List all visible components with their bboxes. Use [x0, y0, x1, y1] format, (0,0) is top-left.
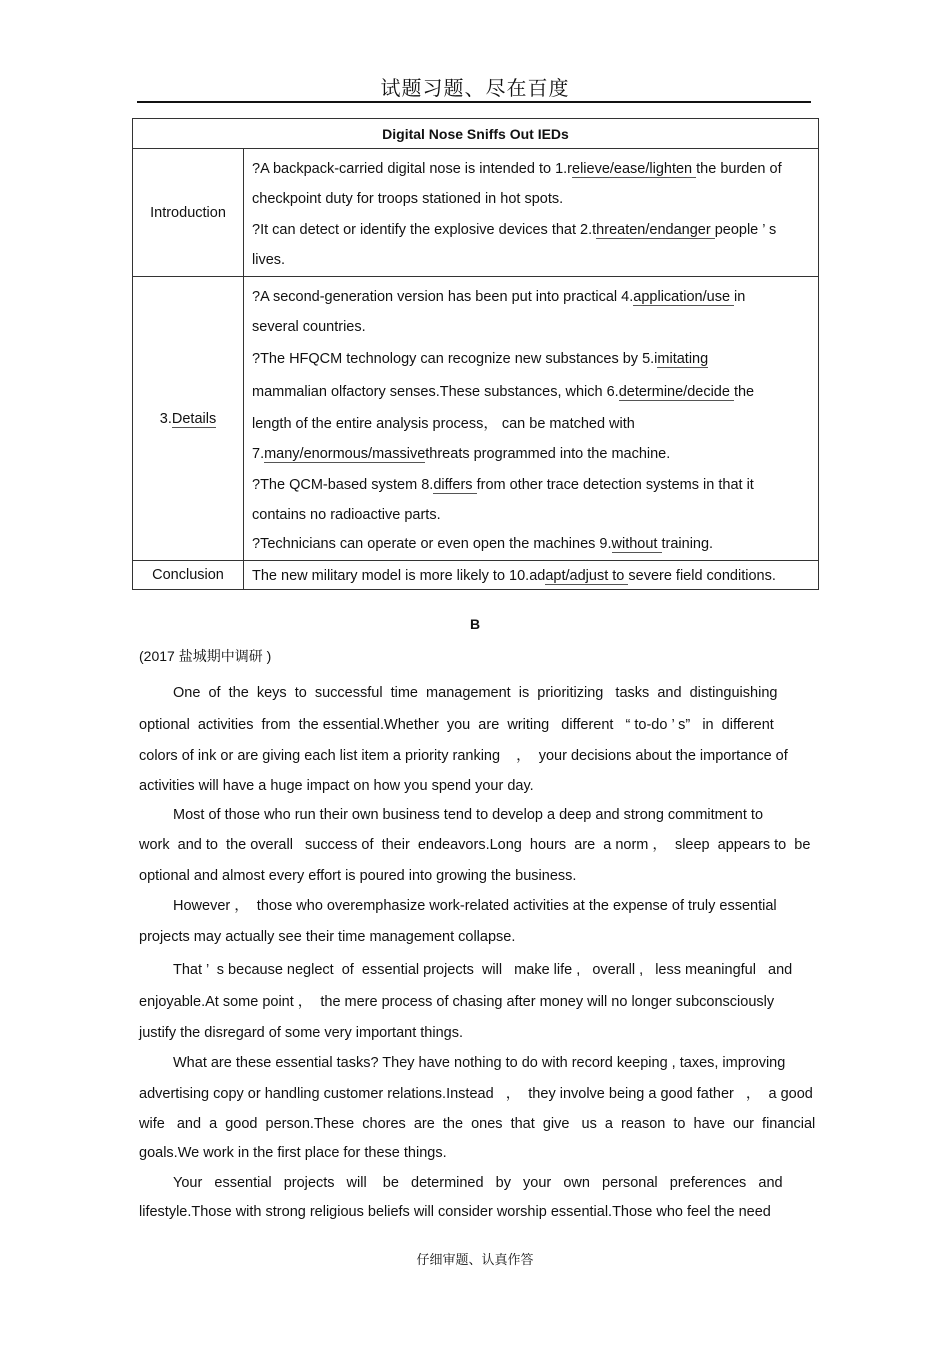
line-text: ?It can detect or identify the explosive devices that 2.t [252, 222, 597, 238]
paragraph-line: optional and almost every effort is poured into growing the business. [139, 868, 577, 884]
details-answer: Details [171, 410, 217, 427]
table-line [252, 342, 818, 376]
row-label-details [133, 277, 244, 561]
row-body-details [244, 277, 819, 561]
source-note: (2017 盐城期中调研 ) [139, 648, 272, 664]
outline-table [132, 118, 819, 590]
paragraph [139, 800, 812, 891]
section-letter: B [469, 616, 481, 632]
answer-blank: without [611, 536, 662, 552]
line-text: ?The QCM-based system 8. [252, 477, 434, 493]
table-line [252, 185, 818, 214]
paragraph-line: However ， those who overemphasize work-related activities at the expense of truly essential [173, 898, 777, 914]
row-body-introduction [244, 149, 819, 277]
line-text: severe field conditions. [628, 568, 776, 584]
paragraph-line: projects may actually see their time management collapse. [139, 929, 516, 945]
paragraph-line: work and to the overall success of their endeavors.Long hours are a norm ， sleep appears to be [139, 837, 811, 853]
answer-blank: differs [433, 477, 477, 493]
line-text: from other trace detection systems in that it [476, 477, 754, 493]
answer-blank: many/enormous/massive [264, 446, 426, 462]
line-text: threats programmed into the machine. [425, 446, 671, 462]
answer-blank: apt/adjust to [545, 568, 629, 584]
paragraph-line: goals.We work in the first place for these things. [139, 1145, 447, 1161]
paragraph-line: What are these essential tasks? They have nothing to do with record keeping , taxes, improving [173, 1055, 786, 1071]
line-text: length of the entire analysis process， can be matched with [252, 416, 635, 432]
paragraph-line: That ’ s because neglect of essential projects will make life , overall , less meaningful and [173, 962, 793, 978]
table-line [252, 246, 818, 274]
paragraph-line: enjoyable.At some point ， the mere process of chasing after money will no longer subconsciously [139, 994, 775, 1010]
line-text: several countries. [252, 319, 366, 335]
row-label-conclusion: Conclusion [133, 561, 244, 590]
header-rule [137, 101, 811, 103]
table-line [252, 565, 818, 587]
answer-blank: application/use [633, 289, 735, 305]
details-prefix: 3. [159, 410, 172, 427]
table-line [252, 409, 818, 440]
table-line [252, 153, 818, 185]
paragraph-line: wife and a good person.These chores are the ones that give us a reason to have our financial [139, 1116, 816, 1132]
line-text: checkpoint duty for troops stationed in hot spots. [252, 191, 564, 207]
paragraph [139, 1048, 816, 1168]
line-text: mammalian olfactory senses.These substances, which 6. [252, 384, 619, 400]
table-line [252, 376, 818, 409]
line-text: training. [661, 536, 714, 552]
line-text: ?A second-generation version has been put into practical 4. [252, 289, 634, 305]
paragraph-line: lifestyle.Those with strong religious beliefs will consider worship essential.Those who feel the need [139, 1204, 771, 1220]
paragraph-line: One of the keys to successful time management is prioritizing tasks and distinguishing [173, 685, 778, 701]
answer-blank: hreaten/endanger [596, 222, 715, 238]
table-line [252, 440, 818, 469]
line-text: ?Technicians can operate or even open the machines 9. [252, 536, 612, 552]
line-text: 7. [252, 446, 265, 462]
line-text: people ’ s [714, 222, 777, 238]
line-text: ?The HFQCM technology can recognize new substances by 5.i [252, 351, 658, 367]
answer-blank: elieve/ease/lighten [572, 161, 697, 177]
page-header-title: 试题习题、尽在百度 [380, 76, 570, 100]
line-text: The new military model is more likely to 10.ad [252, 568, 546, 584]
line-text: ?A backpack-carried digital nose is intended to 1.r [252, 161, 572, 177]
line-text: lives. [252, 252, 286, 268]
table-line [252, 281, 818, 313]
paragraph [139, 891, 812, 952]
paragraph-line: activities will have a huge impact on how you spend your day. [139, 778, 534, 794]
line-text: in [734, 289, 746, 305]
table-line [252, 501, 818, 530]
paragraph [139, 1169, 812, 1227]
row-label-introduction: Introduction [133, 149, 244, 277]
line-text: the burden of [696, 161, 782, 177]
answer-blank: determine/decide [618, 384, 734, 400]
table-line [252, 313, 818, 342]
line-text: the [733, 384, 755, 400]
paragraph-line: Your essential projects will be determined by your own personal preferences and [173, 1175, 783, 1191]
paragraph-line: justify the disregard of some very important things. [139, 1025, 463, 1041]
table-line [252, 530, 818, 558]
table-line [252, 469, 818, 501]
row-body-conclusion [244, 561, 819, 590]
paragraph-line: advertising copy or handling customer relations.Instead ， they involve being a good father ， a good [139, 1086, 813, 1102]
paragraph [139, 677, 812, 801]
paragraph-line: Most of those who run their own business tend to develop a deep and strong commitment to [173, 807, 764, 823]
table-title: Digital Nose Sniffs Out IEDs [133, 119, 819, 149]
paragraph [139, 953, 812, 1049]
paragraph-line: colors of ink or are giving each list item a priority ranking ， your decisions about the importance of [139, 748, 788, 764]
answer-blank: mitating [657, 351, 709, 367]
table-line [252, 214, 818, 246]
line-text: contains no radioactive parts. [252, 507, 441, 523]
page-footer: 仔细审题、认真作答 [416, 1253, 534, 1268]
paragraph-line: optional activities from the essential.Whether you are writing different “ to-do ’ s” in different [139, 717, 774, 733]
